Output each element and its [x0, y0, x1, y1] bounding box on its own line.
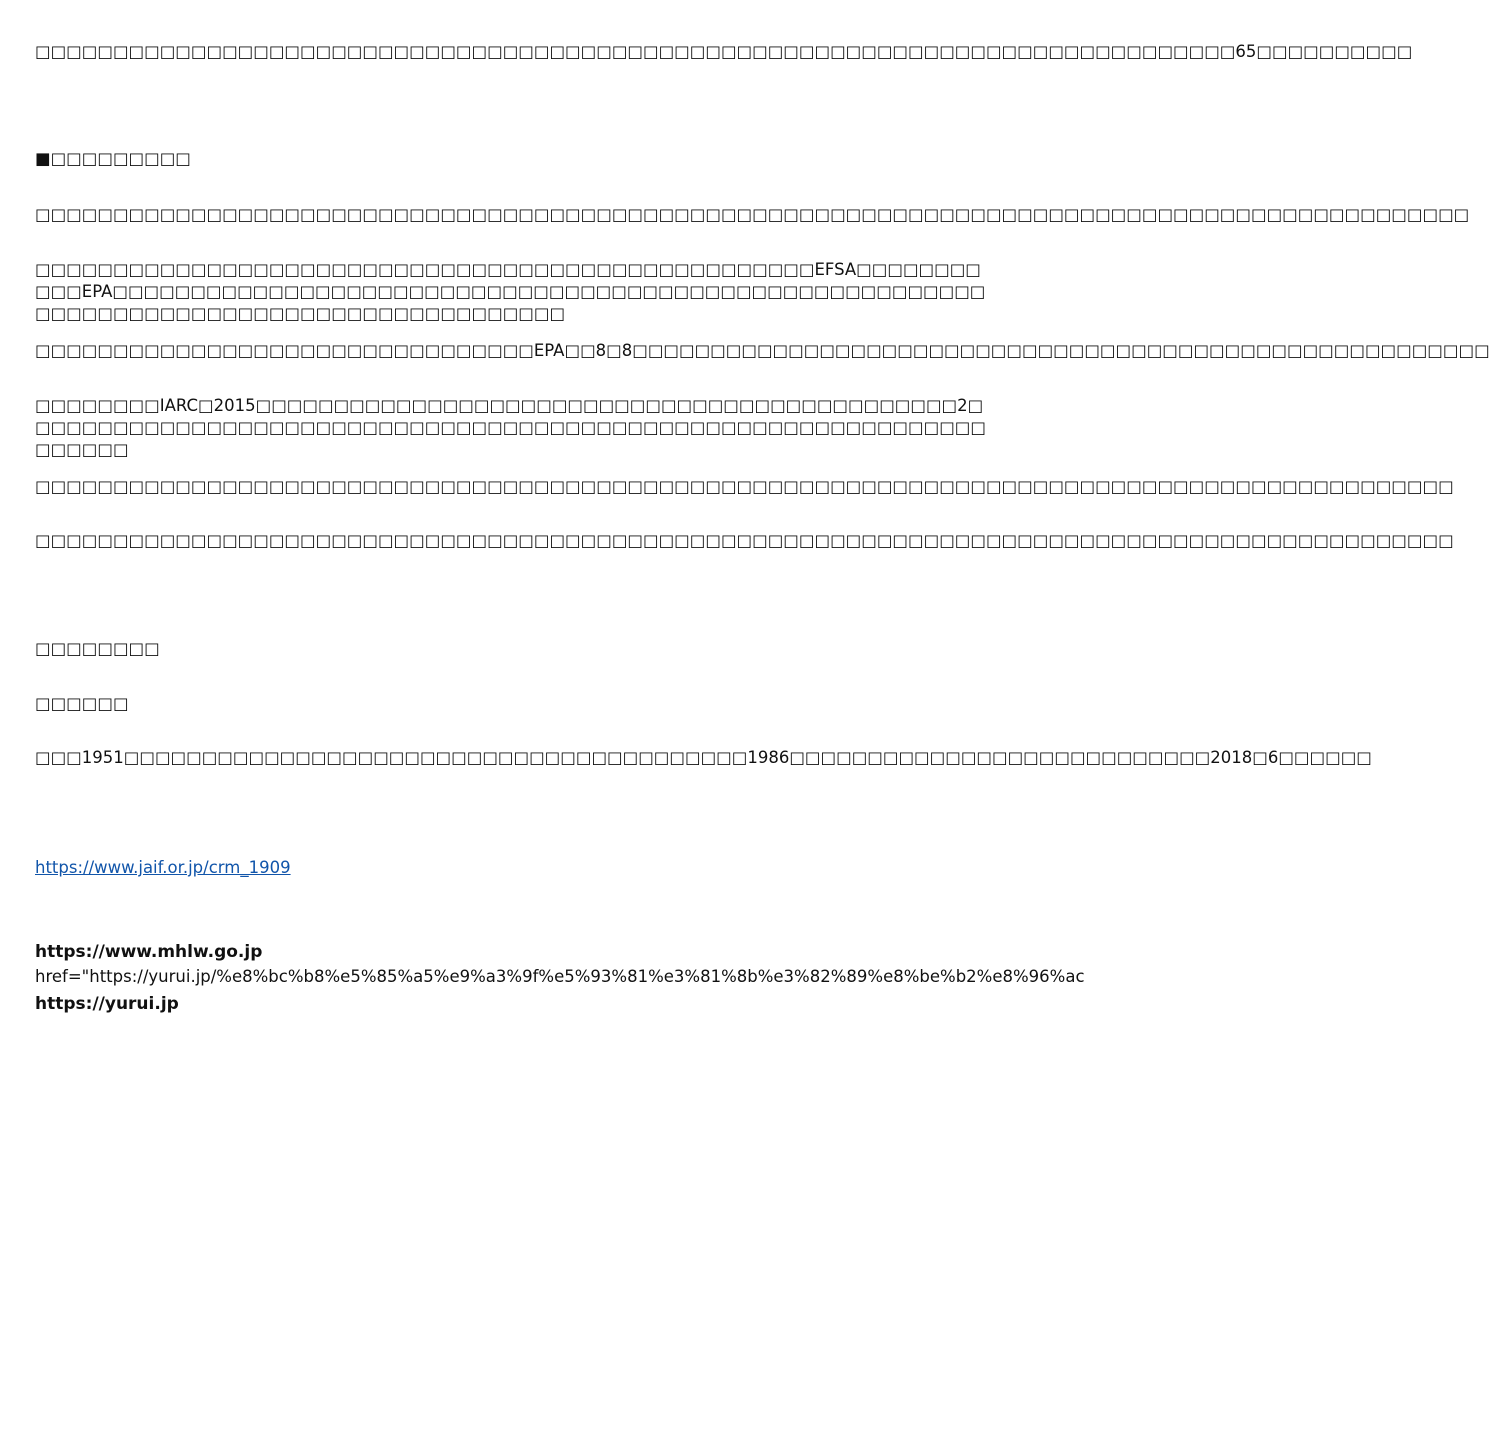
- document-page: [35, 0, 1490, 1449]
- source-yurui: https://yurui.jp: [35, 994, 179, 1014]
- author-bio: □□□1951□□□□□□□□□□□□□□□□□□□□□□□□□□□□□□□□□□□□□□□□1986□□□□□□□□□□□□□□□□□□□□□□□□□□□2018□6□□□□□□: [35, 748, 1372, 767]
- section-heading: ■□□□□□□□□□: [35, 149, 191, 168]
- body-paragraph-1: □□□□□□□□□□□□□□□□□□□□□□□□□□□□□□□□□□□□□□□□□□□□□□□□□□□□□□□□□□□□□□□□□□□□□□□□□□□□□□□□□□□□□□□□□□□□: [35, 205, 1470, 224]
- body-paragraph-5: □□□□□□□□□□□□□□□□□□□□□□□□□□□□□□□□□□□□□□□□□□□□□□□□□□□□□□□□□□□□□□□□□□□□□□□□□□□□□□□□□□□□□□□□□□□: [35, 477, 1454, 496]
- reference-link[interactable]: [35, 857, 989, 879]
- jaif-link[interactable]: https://www.jaif.or.jp/crm_1909: [35, 858, 291, 877]
- source-mhlw: https://www.mhlw.go.jp: [35, 942, 263, 962]
- body-paragraph-2: □□□□□□□□□□□□□□□□□□□□□□□□□□□□□□□□□□□□□□□□□□□□□□□□□□EFSA□□□□□□□□□□□EPA□□□□□□□□□□□□□□□□□□□□□□□□□□□□□□□□□□□□□□□□□□□□□□□□□□□□□□□□□□□□□□□□□□□□□□□□□□□□□□□□□□□□□□□□□□: [35, 260, 986, 323]
- author-label: □□□□□□□□: [35, 639, 160, 658]
- body-paragraph-6: □□□□□□□□□□□□□□□□□□□□□□□□□□□□□□□□□□□□□□□□□□□□□□□□□□□□□□□□□□□□□□□□□□□□□□□□□□□□□□□□□□□□□□□□□□□: [35, 531, 1454, 550]
- body-paragraph-3: □□□□□□□□□□□□□□□□□□□□□□□□□□□□□□□□EPA□□8□8□□□□□□□□□□□□□□□□□□□□□□□□□□□□□□□□□□□□□□□□□□□□□□□□□□□□□□□: [35, 341, 1490, 360]
- href-text: href="https://yurui.jp/%e8%bc%b8%e5%85%a5%e9%a3%9f%e5%93%81%e3%81%8b%e3%82%89%e8%be%b2%e8%96%ac: [35, 967, 1085, 986]
- author-name: □□□□□□: [35, 694, 129, 713]
- body-paragraph-4: □□□□□□□□IARC□2015□□□□□□□□□□□□□□□□□□□□□□□□□□□□□□□□□□□□□□□□□□□□□2□□□□□□□□□□□□□□□□□□□□□□□□□□□□□□□□□□□□□□□□□□□□□□□□□□□□□□□□□□□□□□□□□□□□: [35, 396, 986, 459]
- intro-paragraph: □□□□□□□□□□□□□□□□□□□□□□□□□□□□□□□□□□□□□□□□□□□□□□□□□□□□□□□□□□□□□□□□□□□□□□□□□□□□□65□□□□□□□□□□: [35, 42, 1413, 61]
